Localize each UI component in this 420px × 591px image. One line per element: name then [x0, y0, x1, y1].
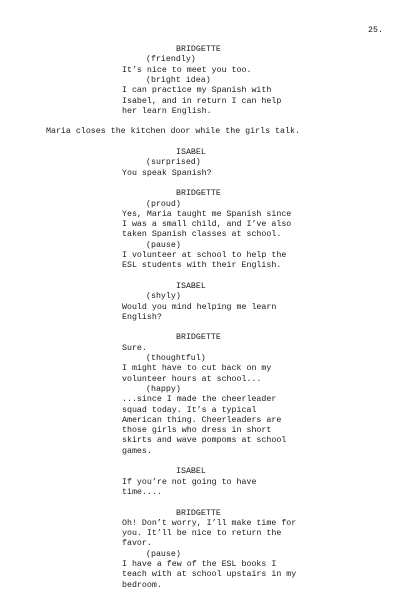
- dialogue-line: ESL students with their English.: [122, 261, 282, 271]
- dialogue-line: I have a few of the ESL books I: [122, 560, 277, 569]
- dialogue-line: I might have to cut back on my: [122, 364, 272, 374]
- dialogue-line: volunteer hours at school...: [122, 374, 262, 384]
- dialogue-line: Sure.: [122, 343, 147, 353]
- character-cue: ISABEL: [176, 281, 206, 291]
- dialogue-line: Yes, Maria taught me Spanish since: [122, 209, 292, 219]
- parenthetical-line: (thoughtful): [146, 354, 206, 363]
- dialogue-line: skirts and wave pompoms at school: [122, 436, 287, 446]
- character-cue: BRIDGETTE: [176, 333, 221, 343]
- character-cue: ISABEL: [176, 467, 206, 477]
- dialogue-line: If you’re not going to have: [122, 477, 257, 487]
- dialogue-line: Oh! Don’t worry, I’ll make time for: [122, 518, 297, 528]
- dialogue-line: American thing. Cheerleaders are: [122, 415, 282, 425]
- dialogue-line: taken Spanish classes at school.: [122, 230, 282, 240]
- parenthetical-line: (friendly): [146, 55, 196, 65]
- dialogue-line: games.: [122, 446, 152, 456]
- dialogue-line: I was a small child, and I’ve also: [122, 220, 292, 230]
- dialogue-line: favor.: [122, 539, 152, 549]
- parenthetical-line: (shyly): [146, 292, 181, 302]
- dialogue-line: ...since I made the cheerleader: [122, 395, 277, 405]
- dialogue-line: It’s nice to meet you too.: [122, 65, 252, 75]
- dialogue-line: time....: [122, 487, 162, 497]
- page-number: 25.: [368, 26, 383, 35]
- dialogue-line: You speak Spanish?: [122, 168, 212, 178]
- character-cue: BRIDGETTE: [176, 45, 221, 54]
- dialogue-line: those girls who dress in short: [122, 426, 272, 436]
- parenthetical-line: (pause): [146, 240, 181, 250]
- dialogue-line: Isabel, and in return I can help: [122, 96, 282, 106]
- parenthetical-line: (proud): [146, 199, 181, 209]
- dialogue-line: English?: [122, 312, 162, 322]
- parenthetical-line: (bright idea): [146, 75, 211, 85]
- character-cue: ISABEL: [176, 148, 206, 157]
- dialogue-line: her learn English.: [122, 106, 212, 116]
- dialogue-line: I can practice my Spanish with: [122, 86, 272, 96]
- character-cue: BRIDGETTE: [176, 189, 221, 199]
- parenthetical-line: (surprised): [146, 158, 201, 168]
- dialogue-line: squad today. It’s a typical: [122, 405, 257, 415]
- action-line: Maria closes the kitchen door while the girls talk.: [46, 127, 300, 137]
- dialogue-line: Would you mind helping me learn: [122, 302, 277, 312]
- dialogue-line: bedroom.: [122, 580, 162, 590]
- parenthetical-line: (happy): [146, 384, 181, 394]
- character-cue: BRIDGETTE: [176, 508, 221, 518]
- dialogue-line: you. It’ll be nice to return the: [122, 529, 282, 539]
- parenthetical-line: (pause): [146, 549, 181, 559]
- dialogue-line: I volunteer at school to help the: [122, 251, 287, 260]
- dialogue-line: teach with at school upstairs in my: [122, 570, 297, 580]
